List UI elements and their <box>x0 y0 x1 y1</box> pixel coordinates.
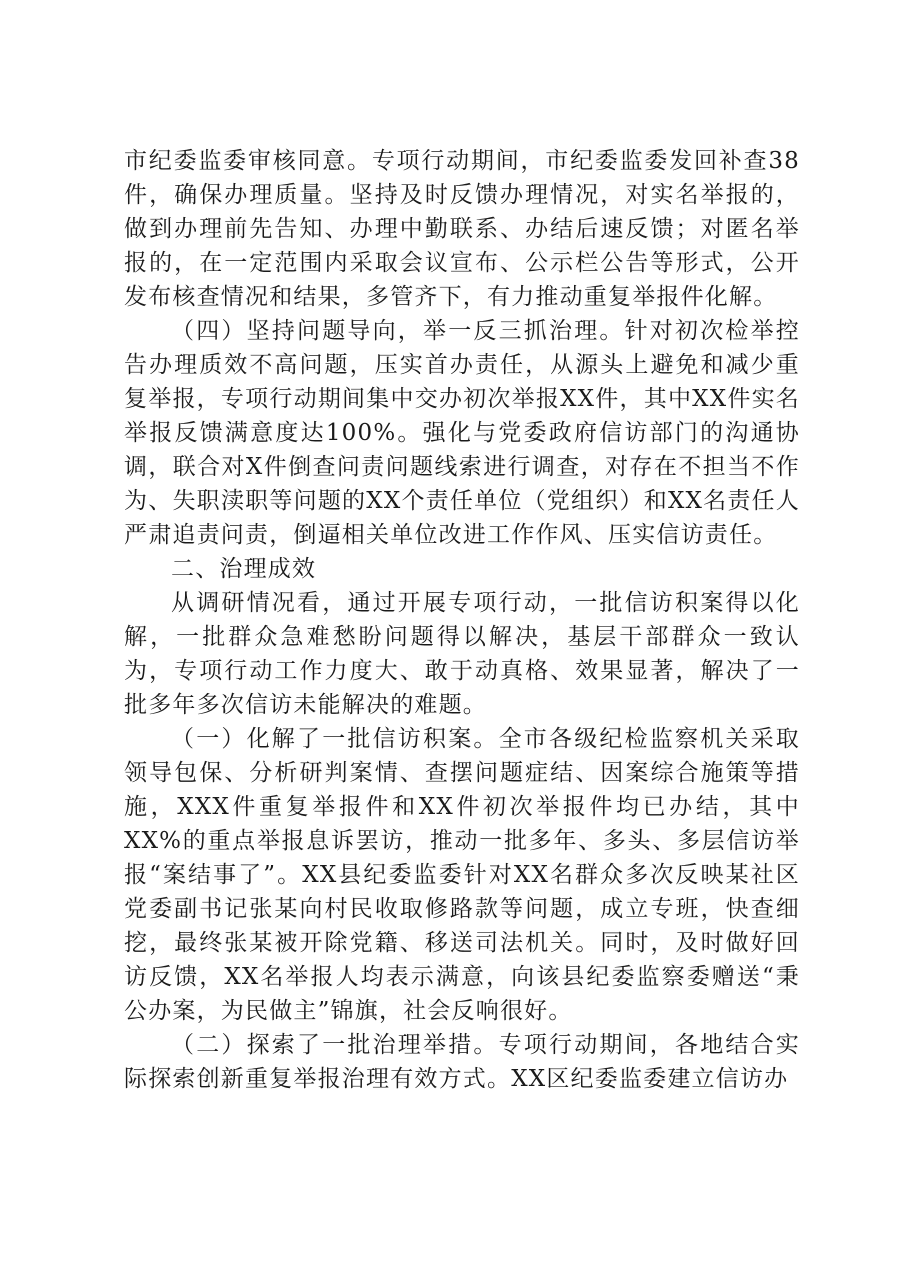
paragraph-continuation: 市纪委监委审核同意。专项行动期间，市纪委监委发回补查38件，确保办理质量。坚持及时反馈办理情况，对实名举报的，做到办理前先告知、办理中勤联系、办结后速反馈；对匿名举报的，在一定范围内采取会议宣布、公示栏公告等形式，公开发布核查情况和结果，多管齐下，有力推动重复举报件化解。 <box>124 148 800 310</box>
paragraph-section-4: （四）坚持问题导向，举一反三抓治理。针对初次检举控告办理质效不高问题，压实首办责任，从源头上避免和减少重复举报，专项行动期间集中交办初次举报XX件，其中XX件实名举报反馈满意度达100%。强化与党委政府信访部门的沟通协调，联合对X件倒查问责问题线索进行调查，对存在不担当不作为、失职渎职等问题的XX个责任单位（党组织）和XX名责任人严肃追责问责，倒逼相关单位改进工作作风、压实信访责任。 <box>124 318 800 548</box>
document-page <box>124 144 800 1096</box>
paragraph-subsection-1: （一）化解了一批信访积案。全市各级纪检监察机关采取领导包保、分析研判案情、查摆问题症结、因案综合施策等措施，XXX件重复举报件和XX件初次举报件均已办结，其中XX%的重点举报息诉罢访，推动一批多年、多头、多层信访举报“案结事了”。XX县纪委监委针对XX名群众多次反映某社区党委副书记张某向村民收取修路款等问题，成立专班，快查细挖，最终张某被开除党籍、移送司法机关。同时，及时做好回访反馈，XX名举报人均表示满意，向该县纪委监察委赠送“秉公办案，为民做主”锦旗，社会反响很好。 <box>124 726 800 1024</box>
paragraph-results-intro: 从调研情况看，通过开展专项行动，一批信访积案得以化解，一批群众急难愁盼问题得以解决，基层干部群众一致认为，专项行动工作力度大、敢于动真格、效果显著，解决了一批多年多次信访未能解决的难题。 <box>124 590 800 718</box>
section-heading-results: 二、治理成效 <box>171 556 317 582</box>
paragraph-subsection-2: （二）探索了一批治理举措。专项行动期间，各地结合实际探索创新重复举报治理有效方式。XX区纪委监委建立信访办 <box>124 1032 800 1092</box>
